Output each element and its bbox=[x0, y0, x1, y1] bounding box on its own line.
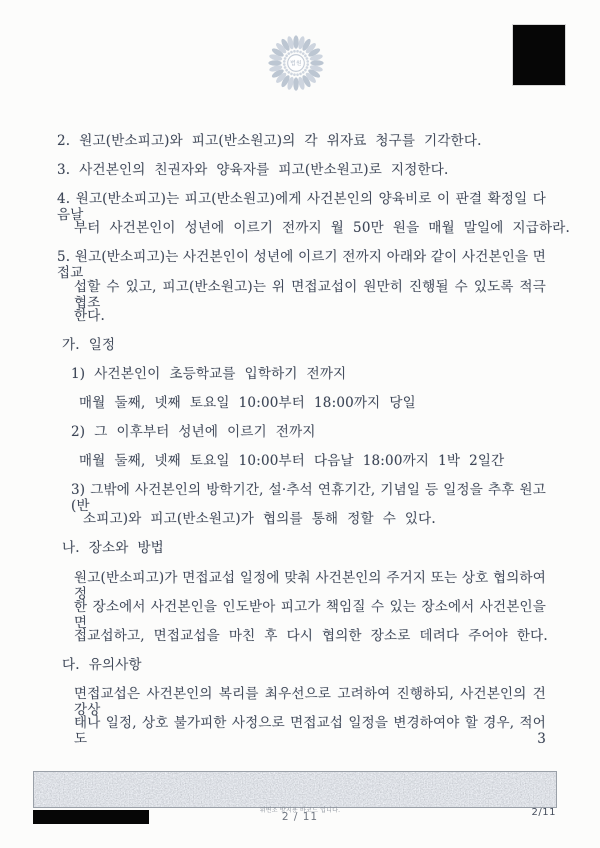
page-number-center: 2 / 11 bbox=[281, 811, 319, 823]
text-line: 가. 일정 bbox=[62, 336, 116, 353]
text-line: 태나 일정, 상호 불가피한 사정으로 면접교섭 일정을 변경하여야 할 경우, 적어도 3 bbox=[74, 715, 546, 747]
text-line: 부터 사건본인이 성년에 이르기 전까지 월 50만 원을 매월 말일에 지급하라. bbox=[74, 220, 570, 237]
text-line: 1) 사건본인이 초등학교를 입학하기 전까지 bbox=[71, 365, 347, 382]
noise-band-grain bbox=[34, 772, 556, 807]
text-line: 매월 둘째, 넷째 토요일 10:00부터 18:00까지 당일 bbox=[79, 394, 416, 411]
page-number-right: 2/11 bbox=[531, 807, 556, 818]
text-line: 매월 둘째, 넷째 토요일 10:00부터 다음날 18:00까지 1박 2일간 bbox=[79, 453, 505, 470]
text-line: 면접교섭은 사건본인의 복리를 최우선으로 고려하여 진행하되, 사건본인의 건강상 bbox=[74, 685, 546, 718]
text-line: 원고(반소피고)가 면접교섭 일정에 맞춰 사건본인의 주거지 또는 상호 협의하여 정 bbox=[74, 569, 546, 602]
noise-redaction-band bbox=[33, 771, 557, 808]
text-line: 2. 원고(반소피고)와 피고(반소원고)의 각 위자료 청구를 기각한다. bbox=[57, 133, 482, 149]
text-line: 섭할 수 있고, 피고(반소원고)는 위 면접교섭이 원만히 진행될 수 있도록 적극 협조 bbox=[74, 278, 546, 311]
text-line: 4. 원고(반소피고)는 피고(반소원고)에게 사건본인의 양육비로 이 판결 확정일 다음날 bbox=[57, 191, 546, 224]
text-line: 접교섭하고, 면접교섭을 마친 후 다시 협의한 장소로 데려다 주어야 한다. bbox=[74, 627, 548, 644]
text-line: 다. 유의사항 bbox=[62, 656, 142, 673]
seal-text: 법원 bbox=[290, 61, 302, 68]
text-line: 한다. bbox=[74, 307, 105, 324]
text-line: 한 장소에서 사건본인을 인도받아 피고가 책임질 수 있는 장소에서 사건본인을 면 bbox=[74, 598, 546, 631]
text-line: 3. 사건본인의 친권자와 양육자를 피고(반소원고)로 지정한다. bbox=[57, 162, 449, 179]
text-line: 소피고)와 피고(반소원고)가 협의를 통해 정할 수 있다. bbox=[83, 511, 436, 528]
text-line: 2) 그 이후부터 성년에 이르기 전까지 bbox=[71, 424, 316, 440]
text-line: 3) 그밖에 사건본인의 방학기간, 설·추석 연휴기간, 기념일 등 일정을 추후 원고(반 bbox=[71, 482, 546, 515]
text-line: 나. 장소와 방법 bbox=[62, 540, 164, 557]
text-line: 5. 원고(반소피고)는 사건본인이 성년에 이르기 전까지 아래와 같이 사건본인을 면접교 bbox=[57, 249, 546, 282]
footer-note: 위변조 방지용 바코드 입니다. bbox=[259, 807, 341, 814]
